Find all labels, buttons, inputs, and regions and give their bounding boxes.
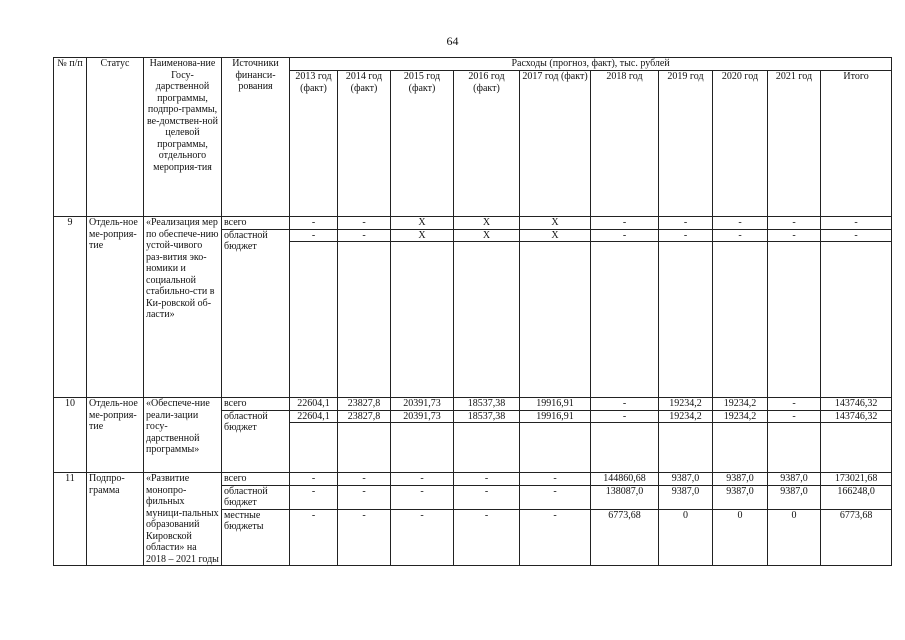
cell-value: 23827,8 xyxy=(338,398,391,411)
row-status: Подпро-грамма xyxy=(87,473,144,566)
cell-value: - xyxy=(591,410,659,423)
cell-value: - xyxy=(338,485,391,509)
cell-value: - xyxy=(713,217,768,230)
row-source: всего xyxy=(222,473,290,486)
cell-value: 19234,2 xyxy=(713,410,768,423)
header-year: 2014 год (факт) xyxy=(338,71,391,217)
header-expenses: Расходы (прогноз, факт), тыс. рублей xyxy=(290,58,892,71)
cell-value: 6773,68 xyxy=(591,509,659,566)
header-year: 2019 год xyxy=(659,71,713,217)
cell-value: - xyxy=(454,473,520,486)
cell-value: - xyxy=(338,217,391,230)
expenses-table xyxy=(53,57,892,566)
cell-value: - xyxy=(290,229,338,242)
cell-value: - xyxy=(821,229,892,242)
row-status: Отдель-ное ме-роприя-тие xyxy=(87,217,144,398)
cell-value: 23827,8 xyxy=(338,410,391,423)
cell-value: - xyxy=(290,485,338,509)
table-row xyxy=(54,473,892,486)
cell-value: - xyxy=(454,509,520,566)
cell-value: - xyxy=(391,509,454,566)
row-source: областной бюджет xyxy=(222,229,290,398)
cell-value: 19234,2 xyxy=(659,410,713,423)
row-num: 9 xyxy=(54,217,87,398)
cell-value: 144860,68 xyxy=(591,473,659,486)
cell-value: X xyxy=(454,217,520,230)
cell-value: 9387,0 xyxy=(768,473,821,486)
cell-value: - xyxy=(520,509,591,566)
cell-value: 143746,32 xyxy=(821,398,892,411)
header-year: 2013 год (факт) xyxy=(290,71,338,217)
header-year: 2018 год xyxy=(591,71,659,217)
cell-value: - xyxy=(768,217,821,230)
cell-value: - xyxy=(821,217,892,230)
cell-value: 173021,68 xyxy=(821,473,892,486)
cell-value: - xyxy=(520,473,591,486)
cell-value: X xyxy=(520,217,591,230)
row-name: «Реализация мер по обеспече-нию устой-чивого раз-вития эко-номики и социальной стабильно-сти в Ки-ровской об-ласти» xyxy=(144,217,222,398)
row-source: областной бюджет xyxy=(222,485,290,509)
cell-value: - xyxy=(659,217,713,230)
cell-value: - xyxy=(338,473,391,486)
row-source: местные бюджеты xyxy=(222,509,290,566)
cell-value: - xyxy=(290,217,338,230)
cell-value: 9387,0 xyxy=(713,485,768,509)
cell-value: 9387,0 xyxy=(713,473,768,486)
header-total: Итого xyxy=(821,71,892,217)
header-year: 2015 год (факт) xyxy=(391,71,454,217)
cell-value: - xyxy=(520,485,591,509)
header-name: Наименова-ние Госу-дарственной программы, подпро-граммы, ве-домствен-ной целевой программы, отдельного мероприя-тия xyxy=(144,58,222,217)
cell-value: - xyxy=(713,229,768,242)
header-year: 2016 год (факт) xyxy=(454,71,520,217)
header-sources: Источники финанси-рования xyxy=(222,58,290,217)
table-row xyxy=(54,217,892,230)
cell-value: - xyxy=(391,473,454,486)
cell-value: 19916,91 xyxy=(520,398,591,411)
row-source: областной бюджет xyxy=(222,410,290,473)
cell-value: - xyxy=(290,509,338,566)
header-year: 2020 год xyxy=(713,71,768,217)
cell-value: 0 xyxy=(768,509,821,566)
cell-value: X xyxy=(454,229,520,242)
cell-value: - xyxy=(338,229,391,242)
cell-value: 18537,38 xyxy=(454,410,520,423)
cell-value: 22604,1 xyxy=(290,398,338,411)
cell-value: - xyxy=(290,473,338,486)
cell-value: - xyxy=(338,509,391,566)
cell-value: 18537,38 xyxy=(454,398,520,411)
cell-value: 138087,0 xyxy=(591,485,659,509)
cell-value: - xyxy=(768,398,821,411)
cell-value: 143746,32 xyxy=(821,410,892,423)
cell-value: - xyxy=(659,229,713,242)
cell-value: 0 xyxy=(659,509,713,566)
cell-value: X xyxy=(391,229,454,242)
cell-value: 20391,73 xyxy=(391,398,454,411)
cell-value: - xyxy=(591,398,659,411)
cell-value: X xyxy=(520,229,591,242)
cell-value: 9387,0 xyxy=(768,485,821,509)
row-name: «Обеспече-ние реали-зации госу-дарственной программы» xyxy=(144,398,222,473)
cell-value: 9387,0 xyxy=(659,473,713,486)
cell-value: 9387,0 xyxy=(659,485,713,509)
row-source: всего xyxy=(222,398,290,411)
cell-value: - xyxy=(591,229,659,242)
cell-value: 19916,91 xyxy=(520,410,591,423)
row-num: 10 xyxy=(54,398,87,473)
row-status: Отдель-ное ме-роприя-тие xyxy=(87,398,144,473)
row-num: 11 xyxy=(54,473,87,566)
cell-value: - xyxy=(454,485,520,509)
page-number: 64 xyxy=(446,34,459,48)
cell-value: 22604,1 xyxy=(290,410,338,423)
cell-value: 20391,73 xyxy=(391,410,454,423)
cell-value: - xyxy=(391,485,454,509)
header-num: № п/п xyxy=(54,58,87,217)
cell-value: - xyxy=(768,410,821,423)
cell-value: 19234,2 xyxy=(713,398,768,411)
header-year: 2017 год (факт) xyxy=(520,71,591,217)
cell-value: 166248,0 xyxy=(821,485,892,509)
cell-value: - xyxy=(591,217,659,230)
cell-value: - xyxy=(768,229,821,242)
cell-value: 19234,2 xyxy=(659,398,713,411)
header-status: Статус xyxy=(87,58,144,217)
cell-value: X xyxy=(391,217,454,230)
row-source: всего xyxy=(222,217,290,230)
cell-value: 6773,68 xyxy=(821,509,892,566)
table-row xyxy=(54,398,892,411)
row-name: «Развитие монопро-фильных муници-пальных образований Кировской области» на 2018 – 2021 годы xyxy=(144,473,222,566)
header-year: 2021 год xyxy=(768,71,821,217)
cell-value: 0 xyxy=(713,509,768,566)
